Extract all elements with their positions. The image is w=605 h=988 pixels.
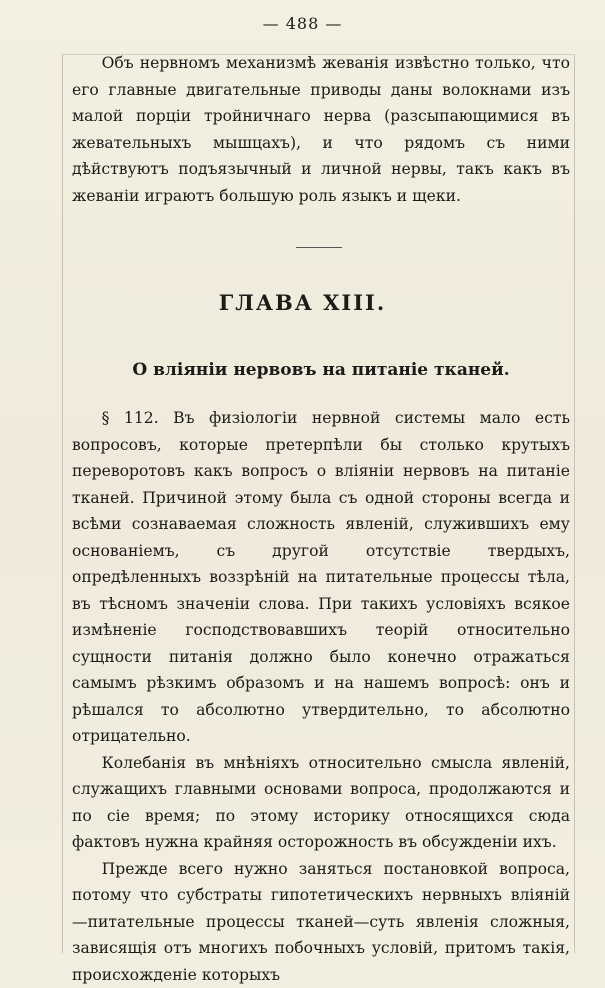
body-paragraph-2: Колебанія въ мнѣніяхъ относительно смысла явленій, служащихъ главными основами вопроса, продолжаются и по сіе время; по этому историку относящихся сюда фактовъ нужна крайняя осторожность въ обсужденіи ихъ.	[72, 750, 570, 856]
intro-text-block	[72, 50, 570, 209]
page-number: — 488 —	[0, 14, 605, 33]
section-divider	[296, 247, 342, 248]
chapter-title: ГЛАВА XIII.	[0, 290, 605, 315]
chapter-body	[72, 405, 570, 988]
body-paragraph-3: Прежде всего нужно заняться постановкой вопроса, потому что субстраты гипотетическихъ нервныхъ вліяній —питательные процессы тканей—суть явленія сложныя, зависящія отъ многихъ побочныхъ условій, притомъ такія, происхожденіе которыхъ	[72, 856, 570, 988]
intro-paragraph: Объ нервномъ механизмѣ жеванія извѣстно только, что его главные двигательные приводы даны волокнами изъ малой порціи тройничнаго нерва (разсыпающимися въ жевательныхъ мышцахъ), и что рядомъ съ ними дѣйствуютъ подъязычный и личной нервы, такъ какъ въ жеваніи играютъ большую роль языкъ и щеки.	[72, 50, 570, 209]
chapter-subtitle: О вліяніи нервовъ на питаніе тканей.	[72, 360, 570, 380]
body-paragraph-1: § 112. Въ физіологіи нервной системы мало есть вопросовъ, которые претерпѣли бы столько крутыхъ переворотовъ какъ вопросъ о вліяніи нервовъ на питаніе тканей. Причиной этому была съ одной стороны всегда и всѣми сознаваемая сложность явленій, служившихъ ему основаніемъ, съ другой отсутствіе твердыхъ, опредѣленныхъ воззрѣній на питательные процессы тѣла, въ тѣсномъ значеніи слова. При такихъ условіяхъ всякое измѣненіе господствовавшихъ теорій относительно сущности питанія должно было конечно отражаться самымъ рѣзкимъ образомъ и на нашемъ вопросѣ: онъ и рѣшался то абсолютно утвердительно, то абсолютно отрицательно.	[72, 405, 570, 750]
